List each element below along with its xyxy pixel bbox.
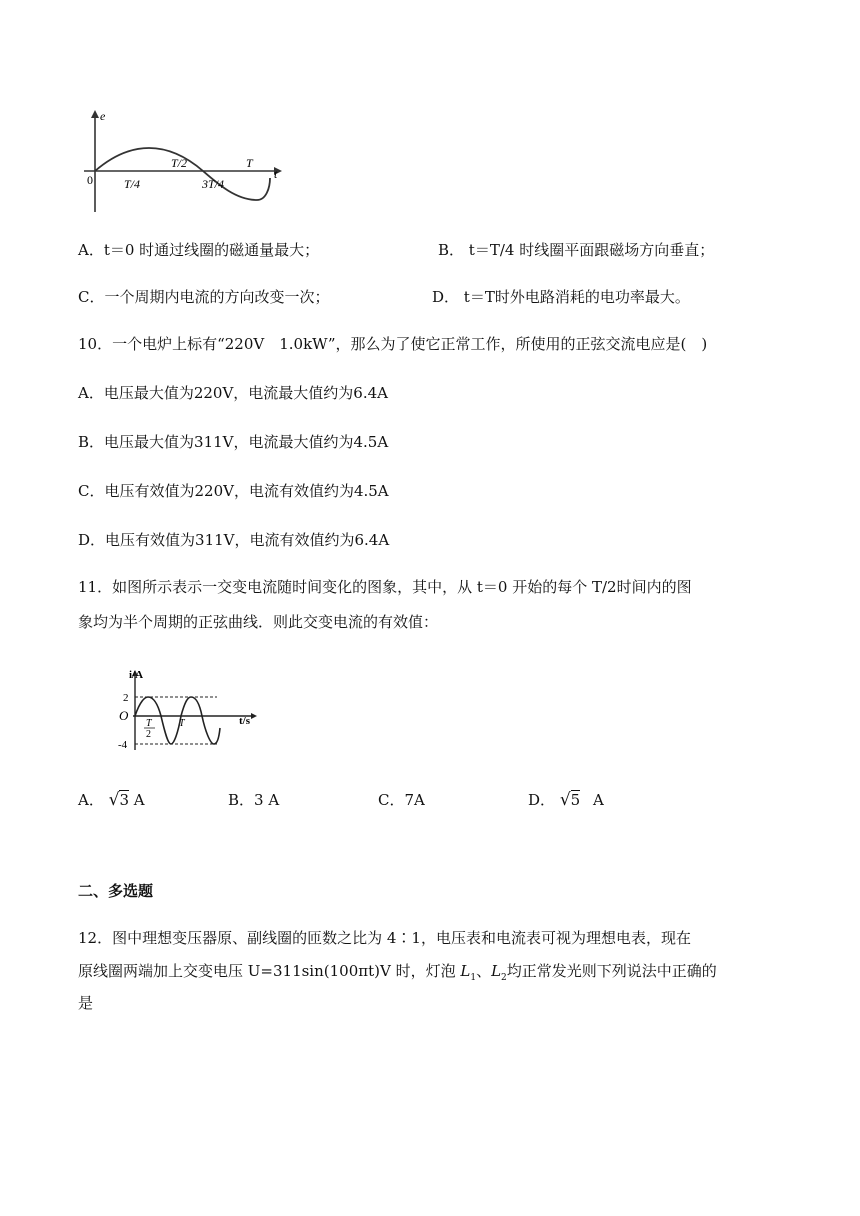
tick-label-quarter: T/4 — [124, 177, 141, 191]
q9-option-d: D． t＝T时外电路消耗的电功率最大。 — [432, 288, 690, 306]
q12-separator: 、 — [476, 962, 492, 980]
q11-option-b: B．3 A — [228, 791, 280, 809]
tick-label-three-quarter: 3T/4 — [202, 177, 225, 191]
q12-line2 — [78, 961, 717, 988]
q11-option-d-letter: D． — [528, 791, 556, 809]
q10-option-a: A．电压最大值为220V，电流最大值约为6.4A — [78, 384, 388, 402]
q9-option-c: C．一个周期内电流的方向改变一次； — [78, 288, 330, 306]
q11-stem-line2: 象均为半个周期的正弦曲线．则此交变电流的有效值： — [78, 613, 439, 631]
q11-option-c: C．7A — [378, 791, 425, 809]
tick-label-period: T — [246, 156, 253, 170]
section-heading: 二、多选题 — [78, 882, 154, 900]
sqrt-symbol: √ — [108, 790, 120, 810]
q11-option-d-unit: A — [592, 791, 604, 809]
emf-time-graph — [78, 108, 288, 223]
lamp-l1 — [460, 962, 477, 983]
lamp-l1-subscript: 1 — [470, 973, 477, 983]
q11-option-d — [528, 790, 604, 810]
y-tick-bottom: -4 — [118, 739, 128, 751]
q11-option-a — [78, 790, 145, 810]
y-axis-arrow — [91, 110, 99, 118]
q12-line2-text-b: 均正常发光则下列说法中正确的 — [506, 962, 717, 980]
current-time-graph — [115, 668, 265, 758]
q10-option-d: D．电压有效值为311V，电流有效值约为6.4A — [78, 531, 390, 549]
lamp-l2 — [491, 962, 507, 983]
q12-line3: 是 — [78, 994, 94, 1012]
q10-stem: 10．一个电炉上标有“220V 1.0kW”，那么为了使它正常工作，所使用的正弦交流电应是( ) — [78, 335, 708, 353]
q9-option-a: A．t＝0 时通过线圈的磁通量最大； — [78, 241, 320, 259]
x-axis-label: t — [274, 167, 278, 181]
x-axis-label: t/s — [239, 715, 250, 727]
q9-option-b: B． t＝T/4 时线圈平面跟磁场方向垂直； — [438, 241, 715, 259]
sqrt-symbol: √ — [559, 790, 571, 810]
tick-label-half: T/2 — [171, 156, 188, 170]
lamp-l2-subscript: 2 — [501, 973, 507, 983]
origin-label: O — [119, 708, 129, 723]
q10-option-b: B．电压最大值为311V，电流最大值约为4.5A — [78, 433, 389, 451]
lamp-l2-letter: L — [491, 962, 502, 980]
y-axis-label: i/A — [129, 669, 144, 681]
q10-option-c: C．电压有效值为220V，电流有效值约为4.5A — [78, 482, 389, 500]
y-tick-top: 2 — [123, 692, 129, 704]
q11-option-d-radicand: 5 — [570, 791, 581, 809]
tick-half-denominator: 2 — [146, 729, 151, 740]
tick-period: T — [179, 718, 185, 729]
q11-stem-line1: 11．如图所示表示一交变电流随时间变化的图象，其中，从 t＝0 开始的每个 T/2时间内的图 — [78, 578, 692, 596]
origin-label: 0 — [87, 173, 93, 187]
q12-line2-text-a: 原线圈两端加上交变电压 U=311sin(100πt)V 时，灯泡 — [78, 962, 461, 980]
q11-option-a-letter: A． — [78, 791, 104, 809]
tick-half-numerator: T — [146, 718, 152, 729]
lamp-l1-letter: L — [460, 962, 471, 980]
x-axis-arrow — [251, 713, 257, 719]
q12-line1: 12．图中理想变压器原、副线圈的匝数之比为 4∶1，电压表和电流表可视为理想电表，现在 — [78, 929, 691, 947]
q11-option-a-unit: A — [133, 791, 145, 809]
q11-option-a-radicand: 3 — [119, 791, 130, 809]
y-axis-label: e — [100, 109, 106, 123]
